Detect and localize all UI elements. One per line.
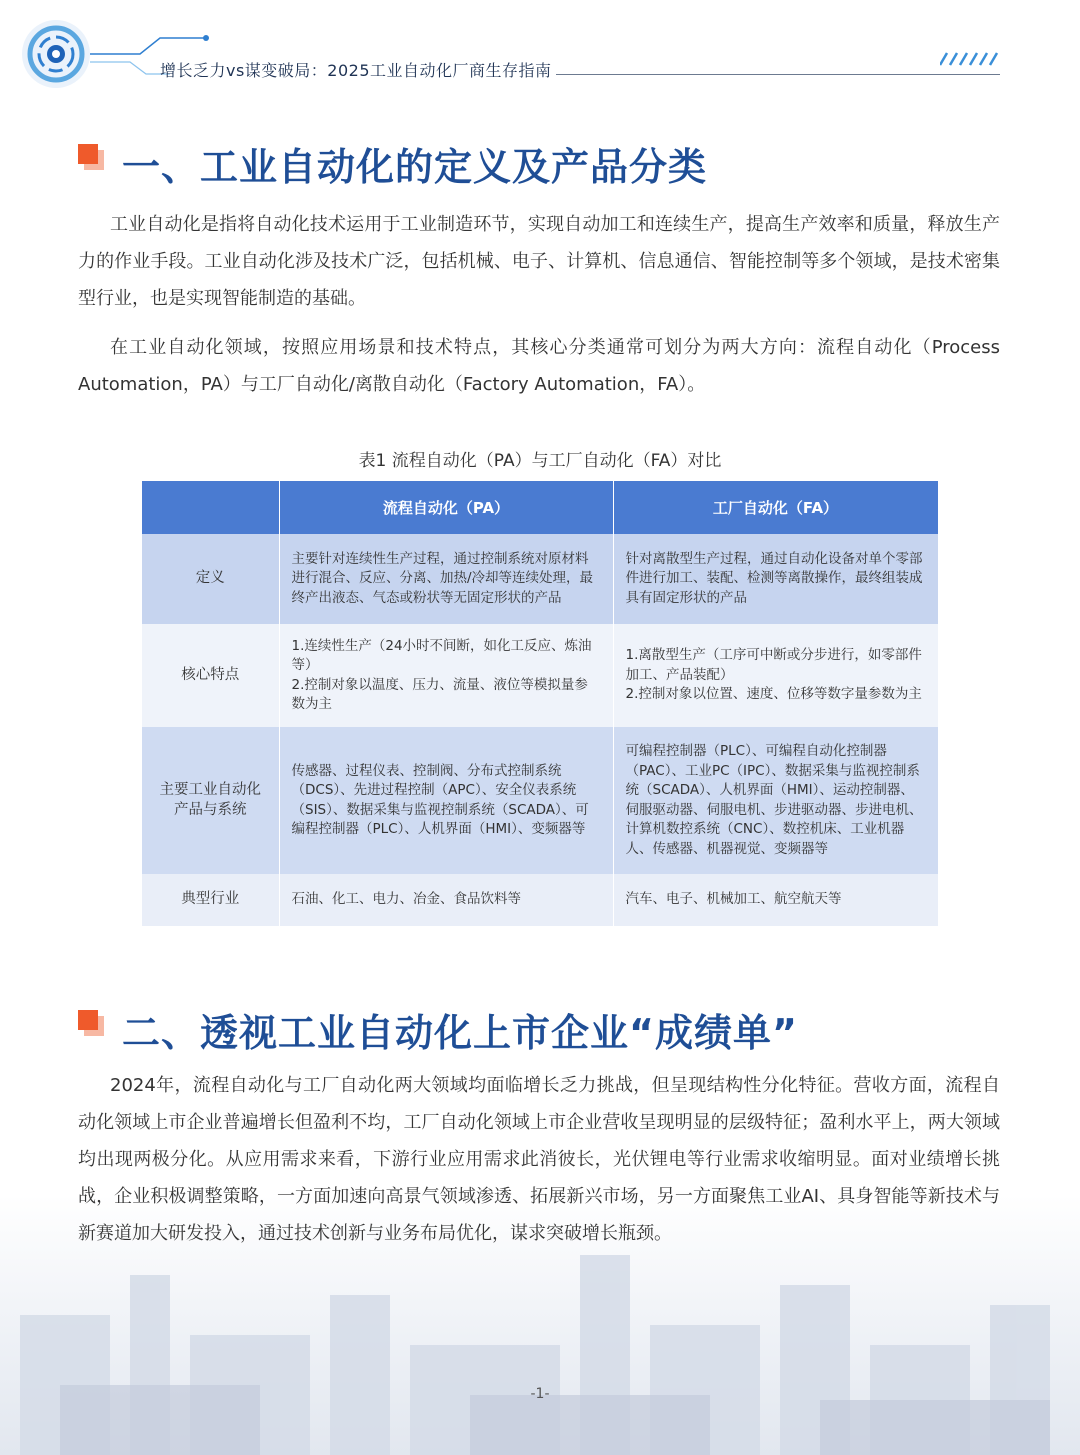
table-header-pa: 流程自动化（PA） — [279, 481, 613, 534]
table-header-row — [142, 481, 938, 534]
section-1-title: 一、工业自动化的定义及产品分类 — [122, 145, 708, 189]
section-1-paragraph-1: 工业自动化是指将自动化技术运用于工业制造环节，实现自动加工和连续生产，提高生产效率和质量，释放生产力的作业手段。工业自动化涉及技术广泛，包括机械、电子、计算机、信息通信、智能控制等多个领域，是技术密集型行业，也是实现智能制造的基础。 — [78, 214, 1000, 309]
section-2-paragraph: 2024年，流程自动化与工厂自动化两大领域均面临增长乏力挑战，但呈现结构性分化特征。营收方面，流程自动化领域上市企业普遍增长但盈利不均，工厂自动化领域上市企业营收呈现明显的层级特征；盈利水平上，两大领域均出现两极分化。从应用需求来看，下游行业应用需求此消彼长，光伏锂电等行业需求收缩明显。面对业绩增长挑战，企业积极调整策略，一方面加速向高景气领域渗透、拓展新兴市场，另一方面聚焦工业AI、具身智能等新技术与新赛道加大研发投入，通过技术创新与业务布局优化，谋求突破增长瓶颈。 — [78, 1075, 1000, 1244]
section-marker-icon — [78, 1010, 104, 1036]
fa-cell: 可编程控制器（PLC）、可编程自动化控制器（PAC）、工业PC（IPC）、数据采集与监视控制系统（SCADA）、人机界面（HMI）、运动控制器、伺服驱动器、伺服电机、步进驱动器、步进电机、计算机数控系统（CNC）、数控机床、工业机器人、传感器、机器视觉、变频器等 — [613, 727, 938, 874]
report-header-title: 增长乏力vs谋变破局：2025工业自动化厂商生存指南 — [160, 61, 552, 80]
fa-cell: 针对离散型生产过程，通过自动化设备对单个零部件进行加工、装配、检测等离散操作，最终组装成具有固定形状的产品 — [613, 534, 938, 624]
page-number: -1- — [530, 1386, 550, 1402]
fa-cell: 汽车、电子、机械加工、航空航天等 — [613, 874, 938, 926]
table-header-corner — [142, 481, 279, 534]
section-1-paragraph-2: 在工业自动化领域，按照应用场景和技术特点，其核心分类通常可划分为两大方向：流程自动化（Process Automation，PA）与工厂自动化/离散自动化（Factory Automation，FA）。 — [78, 337, 1000, 395]
row-label: 主要工业自动化 产品与系统 — [142, 727, 279, 874]
table-caption: 表1 流程自动化（PA）与工厂自动化（FA）对比 — [358, 451, 722, 471]
row-label: 定义 — [142, 534, 279, 624]
page-header — [0, 0, 1080, 100]
row-label: 典型行业 — [142, 874, 279, 926]
header-stripes-decoration — [940, 52, 1002, 66]
table-row — [142, 534, 938, 624]
table-row — [142, 624, 938, 727]
header-divider — [556, 74, 1000, 75]
comparison-table — [142, 481, 939, 926]
pa-cell: 主要针对连续性生产过程，通过控制系统对原材料进行混合、反应、分离、加热/冷却等连续处理，最终产出液态、气态或粉状等无固定形状的产品 — [279, 534, 613, 624]
table-row — [142, 874, 938, 926]
section-2-title: 二、透视工业自动化上市企业“成绩单” — [122, 1011, 798, 1055]
table-row — [142, 727, 938, 874]
section-marker-icon — [78, 144, 104, 170]
table-header-fa: 工厂自动化（FA） — [613, 481, 938, 534]
fa-cell: 1.离散型生产（工序可中断或分步进行，如零部件加工、产品装配） 2.控制对象以位置、速度、位移等数字量参数为主 — [613, 624, 938, 727]
pa-cell: 石油、化工、电力、冶金、食品饮料等 — [279, 874, 613, 926]
row-label: 核心特点 — [142, 624, 279, 727]
pa-cell: 传感器、过程仪表、控制阀、分布式控制系统（DCS）、先进过程控制（APC）、安全仪表系统（SIS）、数据采集与监视控制系统（SCADA）、可编程控制器（PLC）、人机界面（HMI）、变频器等 — [279, 727, 613, 874]
pa-cell: 1.连续性生产（24小时不间断，如化工反应、炼油等） 2.控制对象以温度、压力、流量、液位等模拟量参数为主 — [279, 624, 613, 727]
